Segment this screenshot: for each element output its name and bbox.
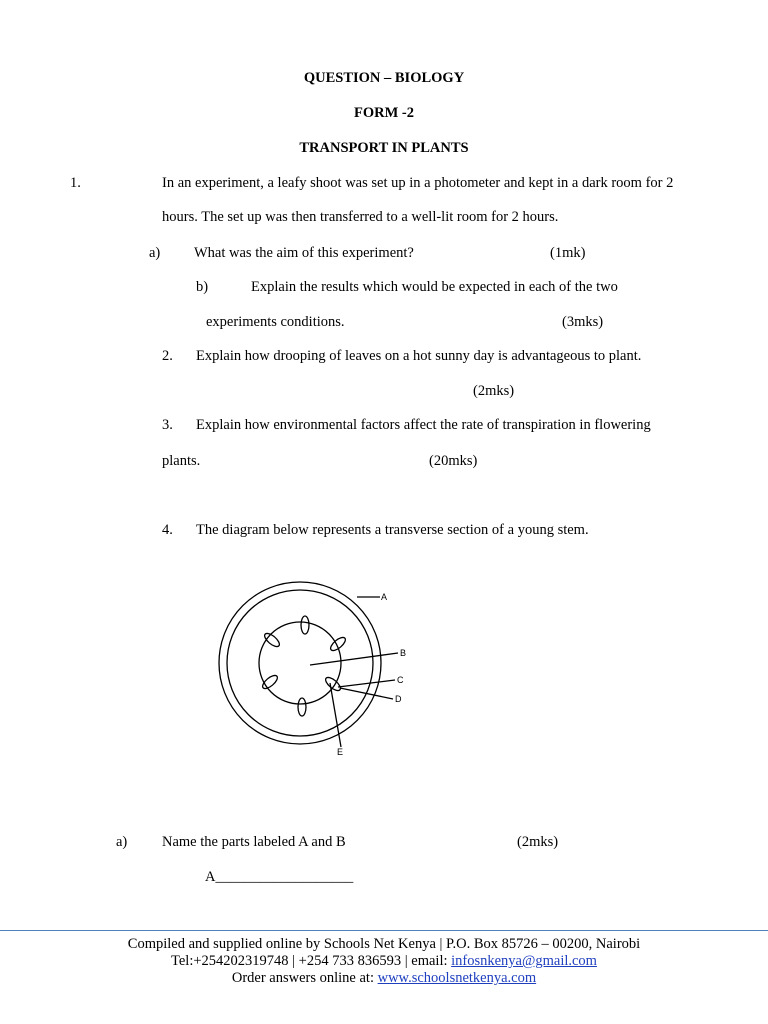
answer-line-a: A___________________ [205,869,354,885]
email-link[interactable]: infosnkenya@gmail.com [451,953,597,969]
vascular-bundle [324,675,343,693]
label-b: B [400,648,407,658]
label-e: E [337,747,344,757]
page-title: QUESTION – BIOLOGY [303,70,465,86]
q3-marks: (20mks) [429,453,478,469]
footer-order [0,970,768,987]
q4a-text: Name the parts labeled A and B [162,834,346,850]
q4a-marks: (2mks) [517,834,559,850]
footer-line1: Compiled and supplied online by Schools Net Kenya | P.O. Box 85726 – 00200, Nairobi [127,936,641,952]
q1a-label: a) [149,245,161,261]
website-link[interactable]: www.schoolsnetkenya.com [377,970,537,986]
footer-divider [0,930,768,931]
footer-contact [0,953,768,970]
q2-text: Explain how drooping of leaves on a hot sunny day is advantageous to plant. [196,348,642,364]
form-title: FORM -2 [354,105,414,121]
q2-number: 2. [162,348,173,364]
q3-number: 3. [162,417,173,433]
topic-title: TRANSPORT IN PLANTS [299,140,469,156]
q3-text-line1: Explain how environmental factors affect the rate of transpiration in flowering [196,417,651,433]
q3-text-line2: plants. [162,453,201,469]
label-d: D [395,694,402,704]
q2-marks: (2mks) [473,383,515,399]
q1b-text-line1: Explain the results which would be expected in each of the two [251,279,618,295]
q1b-label: b) [196,279,209,295]
q1-number: 1. [70,175,81,191]
label-c: C [397,675,404,685]
q1-text-line1: In an experiment, a leafy shoot was set up in a photometer and kept in a dark room for 2 [162,175,674,191]
vascular-bundle [329,635,348,653]
q4a-label: a) [116,834,128,850]
vascular-bundle [301,616,309,634]
label-a: A [381,592,388,602]
q1a-marks: (1mk) [550,245,586,261]
q1b-text-line2: experiments conditions. [206,314,345,330]
epidermis-ring [219,582,381,744]
q1-text-line2: hours. The set up was then transferred to a well-lit room for 2 hours. [162,209,559,225]
footer-contact-text: Tel:+254202319748 | +254 733 836593 | email: [171,953,452,969]
stem-cross-section-diagram [205,575,425,770]
q4-number: 4. [162,522,173,538]
q1a-text: What was the aim of this experiment? [194,245,414,261]
vascular-bundle [298,698,306,716]
footer-order-text: Order answers online at: [231,970,378,986]
q4-text: The diagram below represents a transverse section of a young stem. [196,522,589,538]
q1b-marks: (3mks) [562,314,604,330]
